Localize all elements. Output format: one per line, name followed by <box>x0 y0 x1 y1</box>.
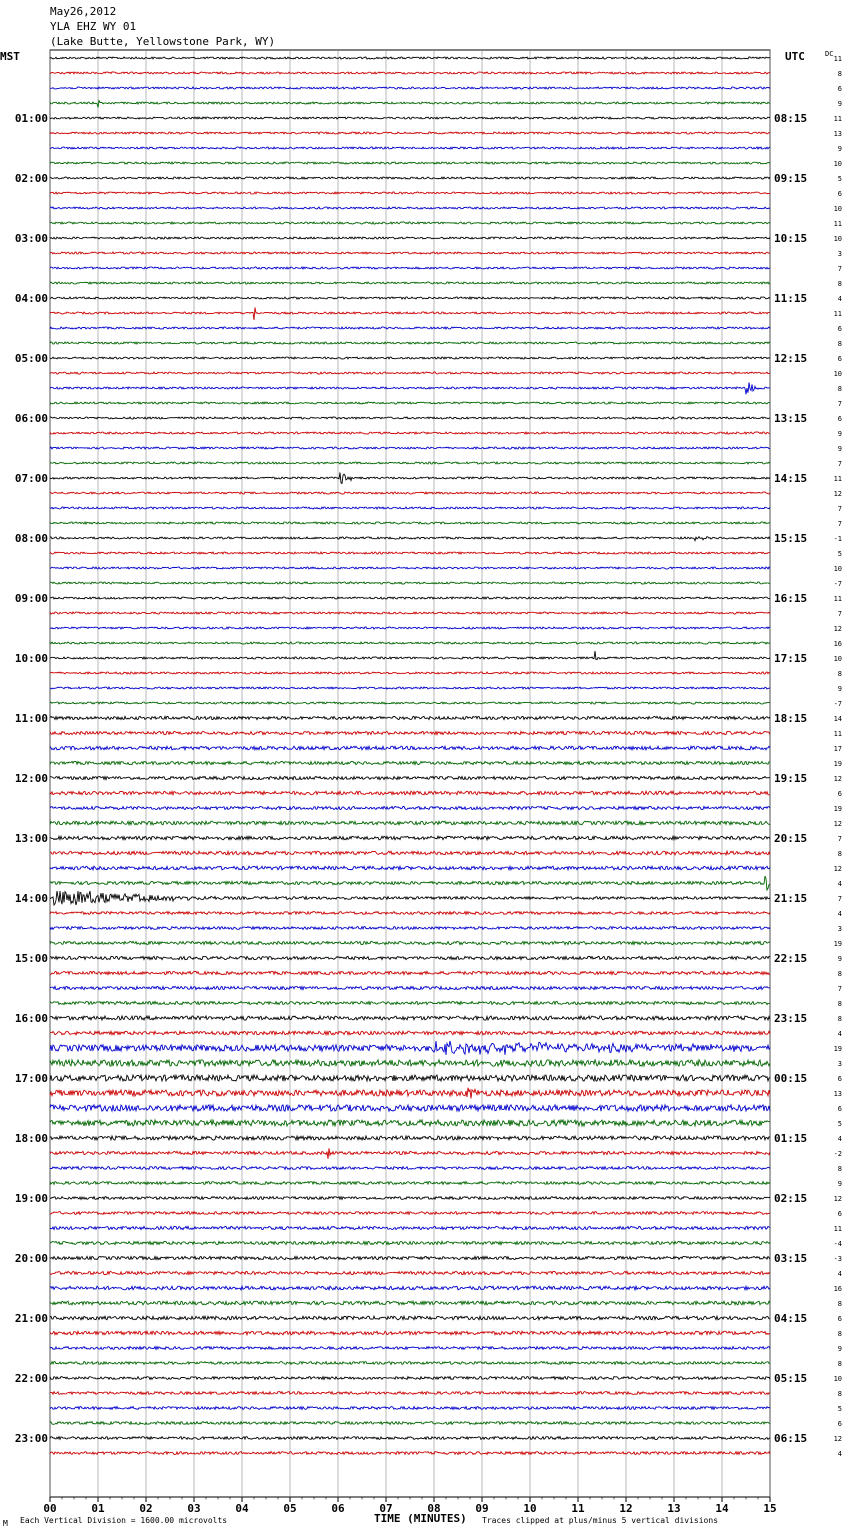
seismic-trace <box>50 1075 770 1081</box>
seismic-trace <box>50 806 770 809</box>
utc-hour-label: 05:15 <box>774 1372 808 1385</box>
seismic-trace <box>50 1452 770 1455</box>
dc-offset-label: 12 <box>833 775 842 783</box>
utc-hour-label: 08:15 <box>774 112 808 125</box>
x-tick-label: 03 <box>187 1502 201 1515</box>
dc-offset-label: 3 <box>837 1060 842 1068</box>
seismic-trace <box>50 507 770 509</box>
utc-hour-label: 12:15 <box>774 352 808 365</box>
dc-offset-label: 4 <box>837 1450 842 1458</box>
dc-offset-label: 3 <box>837 250 842 258</box>
seismic-trace <box>50 612 770 614</box>
dc-offset-label: 19 <box>833 940 842 948</box>
dc-offset-label: 9 <box>837 685 842 693</box>
x-tick-label: 04 <box>235 1502 249 1515</box>
dc-offset-label: 6 <box>837 1075 842 1083</box>
dc-offset-label: 11 <box>833 115 842 123</box>
dc-offset-label: 8 <box>837 340 842 348</box>
seismic-trace <box>50 567 770 569</box>
x-tick-label: 02 <box>139 1502 153 1515</box>
dc-offset-label: 19 <box>833 760 842 768</box>
dc-offset-label: 11 <box>833 310 842 318</box>
x-tick-label: 14 <box>715 1502 729 1515</box>
seismic-trace <box>50 402 770 404</box>
dc-offset-label: 16 <box>833 1285 842 1293</box>
mst-hour-label: 18:00 <box>14 1132 48 1145</box>
dc-offset-label: 8 <box>837 850 842 858</box>
dc-offset-label: 10 <box>833 565 842 573</box>
seismic-trace <box>50 651 770 660</box>
dc-offset-label: 8 <box>837 1300 842 1308</box>
seismic-trace <box>50 237 770 239</box>
seismic-trace <box>50 473 770 484</box>
dc-offset-label: 6 <box>837 85 842 93</box>
utc-hour-label: 09:15 <box>774 172 808 185</box>
seismic-trace <box>50 222 770 224</box>
seismic-trace <box>50 791 770 795</box>
mst-hour-label: 02:00 <box>14 172 48 185</box>
station-label: YLA EHZ WY 01 <box>50 20 137 33</box>
seismic-trace <box>50 597 770 599</box>
dc-offset-label: 13 <box>833 130 842 138</box>
seismic-trace <box>50 927 770 930</box>
seismic-trace <box>50 627 770 629</box>
dc-offset-label: 7 <box>837 265 842 273</box>
seismic-trace <box>50 1316 770 1320</box>
utc-hour-label: 18:15 <box>774 712 808 725</box>
dc-offset-label: 7 <box>837 985 842 993</box>
mst-hour-label: 12:00 <box>14 772 48 785</box>
seismic-trace <box>50 1060 770 1066</box>
seismic-trace <box>50 1088 770 1099</box>
x-tick-label: 09 <box>475 1502 489 1515</box>
seismic-trace <box>50 746 770 750</box>
x-tick-label: 05 <box>283 1502 297 1515</box>
dc-offset-label: 10 <box>833 160 842 168</box>
dc-offset-label: -2 <box>833 1150 842 1158</box>
seismic-trace <box>50 642 770 644</box>
dc-offset-label: -1 <box>833 535 842 543</box>
dc-offset-label: 4 <box>837 1030 842 1038</box>
seismic-trace <box>50 1031 770 1035</box>
x-tick-label: 15 <box>763 1502 777 1515</box>
dc-offset-label: 7 <box>837 835 842 843</box>
mst-hour-label: 08:00 <box>14 532 48 545</box>
seismic-trace <box>50 582 770 584</box>
right-timezone-label: UTC <box>785 50 805 63</box>
dc-offset-label: 6 <box>837 1420 842 1428</box>
dc-offset-label: 12 <box>833 865 842 873</box>
seismic-trace <box>50 1437 770 1440</box>
dc-offset-label: 4 <box>837 910 842 918</box>
seismic-trace <box>50 72 770 74</box>
mst-hour-label: 19:00 <box>14 1192 48 1205</box>
seismic-trace <box>50 702 770 704</box>
dc-offset-label: 10 <box>833 205 842 213</box>
dc-offset-label: 11 <box>833 595 842 603</box>
seismic-trace <box>50 1362 770 1365</box>
dc-offset-label: 4 <box>837 1270 842 1278</box>
dc-offset-label: 9 <box>837 1345 842 1353</box>
seismic-trace <box>50 1016 770 1020</box>
mst-hour-label: 22:00 <box>14 1372 48 1385</box>
dc-offset-label: 11 <box>833 1225 842 1233</box>
mst-hour-label: 13:00 <box>14 832 48 845</box>
utc-hour-label: 06:15 <box>774 1432 808 1445</box>
dc-offset-label: 9 <box>837 100 842 108</box>
seismic-trace <box>50 177 770 179</box>
dc-offset-label: 8 <box>837 1165 842 1173</box>
utc-hour-label: 01:15 <box>774 1132 808 1145</box>
seismic-trace <box>50 57 770 59</box>
x-tick-label: 07 <box>379 1502 393 1515</box>
seismic-trace <box>50 462 770 464</box>
dc-offset-label: 5 <box>837 175 842 183</box>
dc-offset-label: 7 <box>837 460 842 468</box>
dc-offset-label: 7 <box>837 505 842 513</box>
mst-hour-label: 17:00 <box>14 1072 48 1085</box>
seismic-trace <box>50 776 770 779</box>
seismic-trace <box>50 836 770 840</box>
x-tick-label: 01 <box>91 1502 105 1515</box>
seismic-trace <box>50 851 770 855</box>
seismic-trace <box>50 1197 770 1200</box>
dc-offset-label: 7 <box>837 400 842 408</box>
dc-offset-label: 8 <box>837 1330 842 1338</box>
dc-offset-label: 6 <box>837 190 842 198</box>
utc-hour-label: 16:15 <box>774 592 808 605</box>
mst-hour-label: 16:00 <box>14 1012 48 1025</box>
dc-offset-label: 19 <box>833 805 842 813</box>
x-tick-label: 13 <box>667 1502 681 1515</box>
seismic-trace <box>50 357 770 359</box>
date-label: May26,2012 <box>50 5 117 18</box>
dc-offset-label: 8 <box>837 970 842 978</box>
x-tick-label: 00 <box>43 1502 57 1515</box>
dc-offset-label: 9 <box>837 430 842 438</box>
dc-offset-label: 19 <box>833 1045 842 1053</box>
utc-hour-label: 20:15 <box>774 832 808 845</box>
dc-offset-label: 14 <box>833 715 842 723</box>
seismic-trace <box>50 162 770 164</box>
seismic-trace <box>50 1407 770 1410</box>
dc-offset-label: 12 <box>833 490 842 498</box>
dc-offset-label: 10 <box>833 370 842 378</box>
seismic-trace <box>50 1001 770 1004</box>
seismic-trace <box>50 821 770 825</box>
seismic-trace <box>50 1301 770 1305</box>
mst-hour-label: 01:00 <box>14 112 48 125</box>
seismic-trace <box>50 297 770 299</box>
mst-hour-label: 03:00 <box>14 232 48 245</box>
x-tick-label: 12 <box>619 1502 633 1515</box>
seismic-trace <box>50 87 770 89</box>
x-tick-label: 06 <box>331 1502 345 1515</box>
dc-offset-label: 6 <box>837 415 842 423</box>
dc-offset-label: 5 <box>837 1120 842 1128</box>
seismic-trace <box>50 252 770 254</box>
seismic-trace <box>50 492 770 494</box>
dc-offset-label: 8 <box>837 280 842 288</box>
seismic-trace <box>50 956 770 959</box>
seismic-trace <box>50 307 770 320</box>
seismic-trace <box>50 1286 770 1290</box>
footer-left-mark: M <box>3 1519 8 1528</box>
dc-offset-label: 8 <box>837 1360 842 1368</box>
left-timezone-label: MST <box>0 50 20 63</box>
dc-offset-label: 11 <box>833 730 842 738</box>
utc-hour-label: 22:15 <box>774 952 808 965</box>
dc-offset-label: 8 <box>837 1390 842 1398</box>
dc-offset-label: 12 <box>833 1435 842 1443</box>
seismic-trace <box>50 1120 770 1126</box>
seismic-trace <box>50 891 770 905</box>
dc-offset-label: 6 <box>837 1315 842 1323</box>
mst-hour-label: 10:00 <box>14 652 48 665</box>
seismic-trace <box>50 1392 770 1395</box>
dc-offset-label: -3 <box>833 1255 842 1263</box>
dc-offset-label: 12 <box>833 625 842 633</box>
seismic-trace <box>50 432 770 434</box>
seismic-trace <box>50 207 770 209</box>
mst-hour-label: 09:00 <box>14 592 48 605</box>
seismic-trace <box>50 1256 770 1259</box>
dc-offset-label: 12 <box>833 820 842 828</box>
seismic-trace <box>50 912 770 915</box>
mst-hour-label: 20:00 <box>14 1252 48 1265</box>
dc-offset-label: 6 <box>837 325 842 333</box>
seismic-trace <box>50 1226 770 1229</box>
seismic-trace <box>50 447 770 449</box>
x-axis-title: TIME (MINUTES) <box>374 1512 467 1525</box>
mst-hour-label: 11:00 <box>14 712 48 725</box>
seismic-trace <box>50 342 770 344</box>
dc-offset-label: 10 <box>833 1375 842 1383</box>
dc-offset-label: 6 <box>837 1210 842 1218</box>
dc-offset-label: 9 <box>837 145 842 153</box>
utc-hour-label: 15:15 <box>774 532 808 545</box>
seismic-trace <box>50 876 770 890</box>
scale-note: Each Vertical Division = 1600.00 microvolts <box>20 1516 228 1525</box>
mst-hour-label: 23:00 <box>14 1432 48 1445</box>
seismic-trace <box>50 1105 770 1111</box>
dc-offset-label: 7 <box>837 895 842 903</box>
dc-offset-label: 4 <box>837 880 842 888</box>
dc-offset-label: 8 <box>837 1000 842 1008</box>
seismic-trace <box>50 1271 770 1274</box>
dc-offset-label: 6 <box>837 1105 842 1113</box>
dc-offset-label: 11 <box>833 55 842 63</box>
seismic-trace <box>50 267 770 269</box>
dc-offset-label: 5 <box>837 1405 842 1413</box>
utc-hour-label: 10:15 <box>774 232 808 245</box>
utc-hour-label: 03:15 <box>774 1252 808 1265</box>
dc-offset-label: 13 <box>833 1090 842 1098</box>
seismic-trace <box>50 716 770 719</box>
dc-offset-label: -7 <box>833 700 842 708</box>
dc-offset-label: 11 <box>833 475 842 483</box>
seismic-trace <box>50 1422 770 1425</box>
dc-offset-label: -7 <box>833 580 842 588</box>
dc-offset-label: 8 <box>837 70 842 78</box>
seismic-trace <box>50 941 770 944</box>
dc-offset-label: 10 <box>833 655 842 663</box>
seismic-trace <box>50 672 770 674</box>
seismic-trace <box>50 552 770 554</box>
seismic-trace <box>50 522 770 524</box>
utc-hour-label: 23:15 <box>774 1012 808 1025</box>
dc-offset-label: 9 <box>837 445 842 453</box>
dc-offset-label: 9 <box>837 955 842 963</box>
utc-hour-label: 02:15 <box>774 1192 808 1205</box>
dc-offset-label: -4 <box>833 1240 842 1248</box>
seismic-trace <box>50 327 770 329</box>
dc-offset-label: 6 <box>837 790 842 798</box>
dc-header-label: DC <box>825 50 834 58</box>
mst-hour-label: 04:00 <box>14 292 48 305</box>
seismic-trace <box>50 687 770 689</box>
dc-offset-label: 12 <box>833 1195 842 1203</box>
seismic-trace <box>50 1041 770 1055</box>
seismic-trace <box>50 986 770 989</box>
mst-hour-label: 07:00 <box>14 472 48 485</box>
seismic-trace <box>50 147 770 149</box>
utc-hour-label: 04:15 <box>774 1312 808 1325</box>
dc-offset-label: 8 <box>837 1015 842 1023</box>
dc-offset-label: 7 <box>837 520 842 528</box>
x-tick-label: 10 <box>523 1502 537 1515</box>
x-tick-label: 08 <box>427 1502 441 1515</box>
location-label: (Lake Butte, Yellowstone Park, WY) <box>50 35 276 48</box>
mst-hour-label: 21:00 <box>14 1312 48 1325</box>
dc-offset-label: 11 <box>833 220 842 228</box>
seismic-trace <box>50 417 770 419</box>
clip-note: Traces clipped at plus/minus 5 vertical divisions <box>482 1516 719 1525</box>
seismic-trace <box>50 192 770 194</box>
mst-hour-label: 14:00 <box>14 892 48 905</box>
seismic-trace <box>50 372 770 374</box>
mst-hour-label: 06:00 <box>14 412 48 425</box>
seismic-trace <box>50 1167 770 1170</box>
utc-hour-label: 14:15 <box>774 472 808 485</box>
dc-offset-label: 9 <box>837 1180 842 1188</box>
seismic-trace <box>50 537 770 541</box>
utc-hour-label: 13:15 <box>774 412 808 425</box>
seismic-trace <box>50 282 770 284</box>
seismic-trace <box>50 101 770 108</box>
dc-offset-label: 8 <box>837 385 842 393</box>
seismic-trace <box>50 1331 770 1335</box>
dc-offset-label: 4 <box>837 295 842 303</box>
seismic-trace <box>50 1377 770 1380</box>
seismic-trace <box>50 1148 770 1159</box>
dc-offset-label: 3 <box>837 925 842 933</box>
dc-offset-label: 17 <box>833 745 842 753</box>
mst-hour-label: 05:00 <box>14 352 48 365</box>
seismic-trace <box>50 117 770 119</box>
seismic-trace <box>50 1212 770 1215</box>
dc-offset-label: 16 <box>833 640 842 648</box>
seismic-trace <box>50 383 770 395</box>
dc-offset-label: 5 <box>837 550 842 558</box>
seismic-trace <box>50 866 770 870</box>
mst-hour-label: 15:00 <box>14 952 48 965</box>
utc-hour-label: 21:15 <box>774 892 808 905</box>
dc-offset-label: 6 <box>837 355 842 363</box>
utc-hour-label: 19:15 <box>774 772 808 785</box>
utc-hour-label: 00:15 <box>774 1072 808 1085</box>
seismic-trace <box>50 1136 770 1140</box>
seismic-trace <box>50 132 770 134</box>
seismic-trace <box>50 731 770 734</box>
seismic-trace <box>50 1241 770 1244</box>
seismic-trace <box>50 1182 770 1185</box>
seismic-trace <box>50 761 770 764</box>
dc-offset-label: 4 <box>837 1135 842 1143</box>
utc-hour-label: 11:15 <box>774 292 808 305</box>
seismic-trace <box>50 971 770 974</box>
seismic-trace <box>50 1347 770 1350</box>
dc-offset-label: 7 <box>837 610 842 618</box>
dc-offset-label: 8 <box>837 670 842 678</box>
x-tick-label: 11 <box>571 1502 585 1515</box>
utc-hour-label: 17:15 <box>774 652 808 665</box>
dc-offset-label: 10 <box>833 235 842 243</box>
